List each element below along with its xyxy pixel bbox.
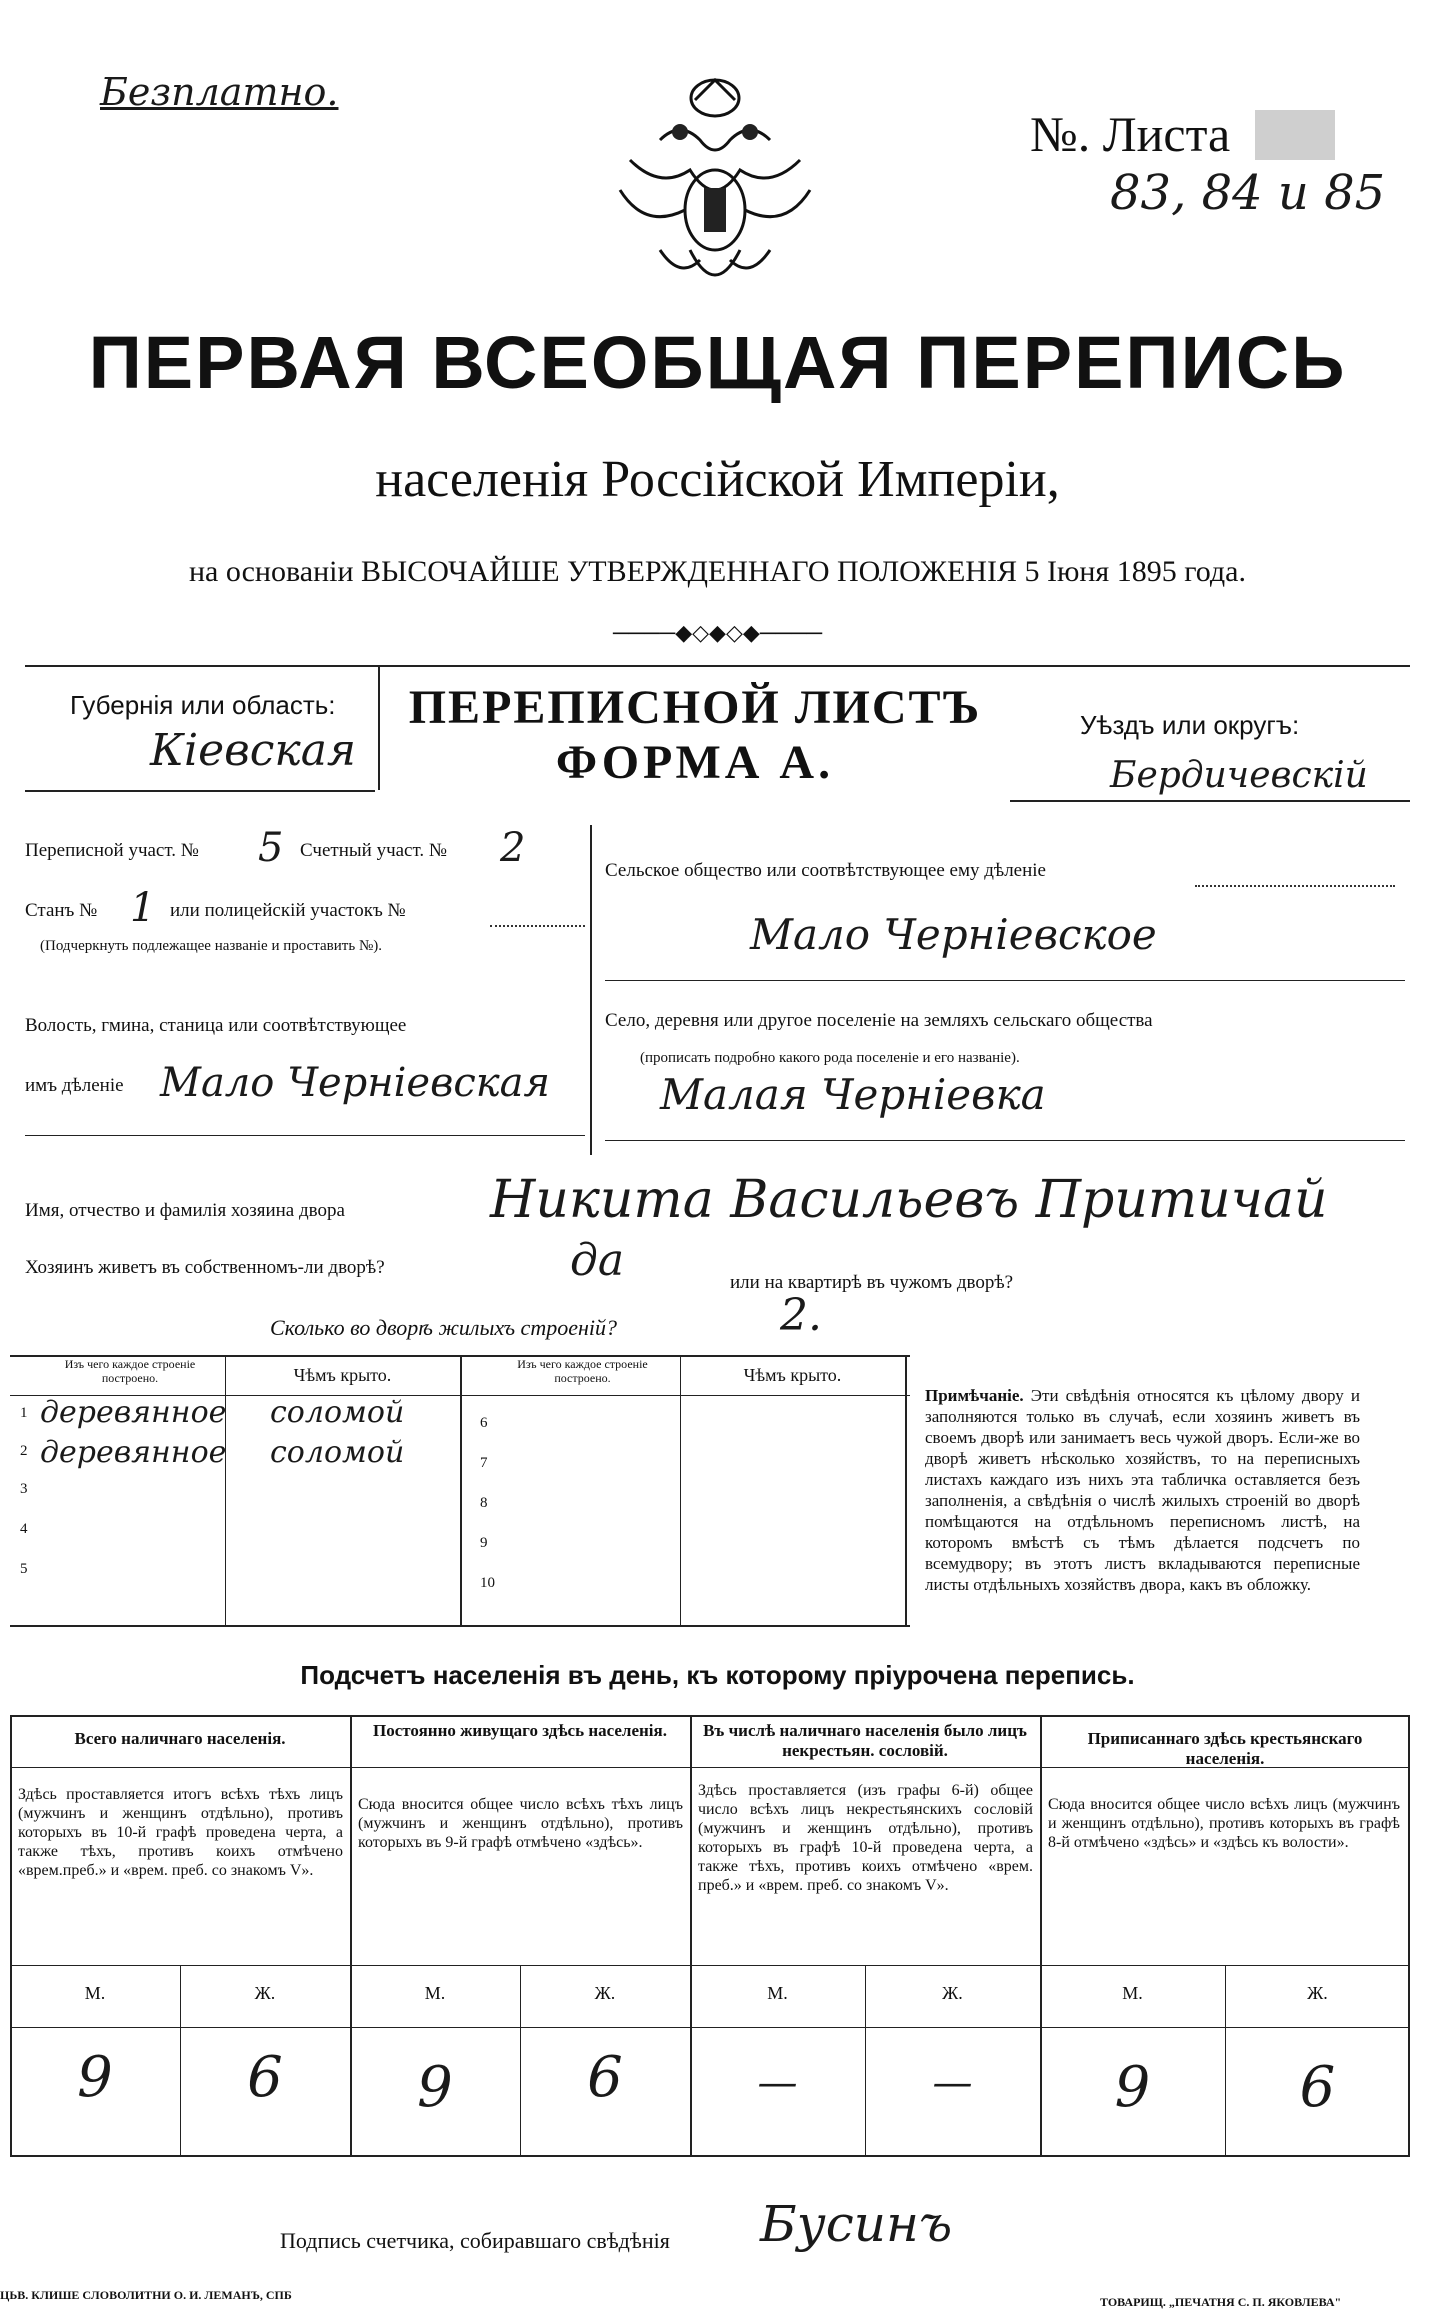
volost-value: Мало Черніевская — [160, 1060, 550, 1106]
roof-header-left: Чѣмъ крыто. — [293, 1365, 392, 1385]
double-headed-eagle-emblem — [600, 70, 830, 310]
province-label: Губернія или область: — [70, 690, 336, 720]
volost-label-line2: имъ дѣленіе — [25, 1075, 124, 1096]
free-label: Безплатно. — [100, 70, 339, 114]
count-col-text: Здѣсь проставляется итогъ всѣхъ тѣхъ лицъ (мужчинъ и женщинъ отдѣльно), противъ которыхъ въ 10-й графѣ проведена черта, а также тѣхъ, противъ коихъ отмѣчено «врем.преб.» и «врем. преб. со знакомъ V». — [18, 1786, 343, 1879]
material-header-right: Изъ чего каждое строеніе построено. — [517, 1357, 648, 1385]
row-num: 1 — [20, 1405, 28, 1421]
count-section-value: 2 — [500, 825, 526, 871]
form-name: ФОРМА А. — [555, 736, 835, 789]
row-num: 5 — [20, 1561, 28, 1577]
count-male-value: — — [757, 2060, 798, 2106]
note-title: Примѣчаніе. — [925, 1386, 1024, 1405]
count-title: Подсчетъ населенія въ день, къ которому пріурочена перепись. — [300, 1660, 1135, 1690]
buildings-count-label: Сколько во дворѣ жилыхъ строеній? — [270, 1315, 617, 1340]
count-table — [10, 1715, 1415, 2160]
roof-header-right: Чѣмъ крыто. — [743, 1365, 842, 1385]
count-male-value: 9 — [77, 2045, 113, 2110]
village-hint: (прописать подробно какого рода поселеніе и его названіе). — [640, 1050, 1020, 1066]
census-section-label: Переписной участ. № — [25, 840, 199, 861]
female-header: Ж. — [254, 1983, 276, 2003]
count-col-head: Приписаннаго здѣсь крестьянскаго населенія. — [1087, 1729, 1363, 1768]
row-roof: соломой — [270, 1395, 405, 1430]
buildings-count-value: 2. — [780, 1290, 822, 1341]
sheet-number-label: №. Листа — [1030, 106, 1231, 162]
row-material: деревянное — [40, 1435, 227, 1470]
count-col-text: Здѣсь проставляется (изъ графы 6-й) общее число всѣхъ лицъ некрестьянскихъ сословій (мужчинъ и женщинъ отдѣльно), противъ которыхъ въ графѣ 10-й проведена черта, а также тѣхъ, противъ коихъ отмѣчено «врем. преб.» и «врем. преб. со знакомъ V». — [698, 1782, 1033, 1894]
sheet-number-value: 83, 84 и 85 — [1110, 165, 1386, 221]
district-label: Уѣздъ или округъ: — [1080, 710, 1300, 740]
male-header: М. — [84, 1983, 106, 2003]
count-col-text: Сюда вносится общее число всѣхъ тѣхъ лицъ (мужчинъ и женщинъ отдѣльно), противъ которыхъ въ 9-й графѣ отмѣчено «здѣсь». — [358, 1796, 683, 1851]
rented-label: или на квартирѣ въ чужомъ дворѣ? — [730, 1272, 1014, 1293]
signature-label: Подпись счетчика, собиравшаго свѣдѣнія — [280, 2228, 670, 2253]
row-num: 6 — [480, 1415, 488, 1431]
row-num: 8 — [480, 1495, 488, 1511]
count-col-text: Сюда вносится общее число всѣхъ лицъ (мужчинъ и женщинъ отдѣльно), противъ которыхъ въ графѣ 8-й отмѣчено «здѣсь» и «здѣсь къ волости». — [1048, 1796, 1400, 1851]
female-header: Ж. — [594, 1983, 616, 2003]
female-header: Ж. — [942, 1983, 963, 2003]
police-section-label: или полицейскій участокъ № — [170, 900, 406, 921]
sheet-number-redaction — [1255, 110, 1335, 160]
own-yard-label: Хозяинъ живетъ въ собственномъ-ли дворѣ? — [25, 1257, 385, 1278]
note-block — [925, 1385, 1360, 1595]
material-header-left: Изъ чего каждое строеніе построено. — [64, 1357, 196, 1385]
row-material: деревянное — [40, 1395, 227, 1430]
row-num: 2 — [20, 1443, 28, 1459]
society-value: Мало Черніевское — [750, 910, 1157, 959]
count-col-head: Постоянно живущаго здѣсь населенія. — [373, 1721, 667, 1740]
volost-label-line1: Волость, гмина, станица или соотвѣтствующее — [25, 1015, 407, 1036]
count-male-value: 9 — [417, 2055, 453, 2120]
owner-name-label: Имя, отчество и фамилія хозяина двора — [25, 1200, 345, 1221]
row-roof: соломой — [270, 1435, 405, 1470]
owner-name-value: Никита Васильевъ Притичай — [490, 1170, 1328, 1230]
male-header: М. — [424, 1983, 446, 2003]
page-title: ПЕРВАЯ ВСЕОБЩАЯ ПЕРЕПИСЬ — [88, 321, 1347, 404]
village-label: Село, деревня или другое поселеніе на земляхъ сельскаго общества — [605, 1010, 1153, 1031]
row-num: 3 — [20, 1481, 28, 1497]
count-female-value: — — [932, 2060, 973, 2106]
basis-line: на основаніи ВЫСОЧАЙШЕ УТВЕРЖДЕННАГО ПОЛОЖЕНІЯ 5 Іюня 1895 года. — [189, 555, 1246, 588]
district-value: Бердичевскій — [1110, 755, 1368, 796]
row-num: 4 — [20, 1521, 28, 1537]
left-imprint: ЦЬВ. КЛИШЕ СЛОВОЛИТНИ О. И. ЛЕМАНЪ, СПБ — [0, 2288, 292, 2302]
underline-hint: (Подчеркнуть подлежащее названіе и проставить №). — [40, 938, 382, 954]
count-female-value: 6 — [247, 2045, 283, 2110]
count-section-label: Счетный участ. № — [300, 840, 447, 861]
row-num: 7 — [480, 1455, 488, 1471]
row-num: 9 — [480, 1535, 488, 1551]
row-num: 10 — [480, 1575, 495, 1591]
female-header: Ж. — [1307, 1983, 1328, 2003]
count-male-value: 9 — [1114, 2055, 1151, 2120]
male-header: М. — [767, 1983, 788, 2003]
province-value: Кіевская — [150, 725, 357, 776]
ornament-divider: ────◆◇◆◇◆──── — [612, 620, 823, 645]
note-text: Эти свѣдѣнія относятся къ цѣлому двору и заполняются только въ случаѣ, если хозяинъ живетъ въ своемъ дворѣ или занимаетъ весь чужой дворъ. Если-же во дворѣ живетъ нѣсколько хозяйствъ, то на переписныхъ листахъ каждаго изъ нихъ эта табличка оставляется безъ заполненія, а свѣдѣнія о числѣ жилыхъ строеній во дворѣ помѣщаются на отдѣльномъ переписномъ листѣ, на которомъ вмѣстѣ съ тѣмъ дѣлается подсчетъ по всемудвору; въ этотъ листъ вкладываются переписные листы отдѣльныхъ хозяйствъ двора, какъ въ обложку. — [925, 1386, 1360, 1594]
signature-value: Бусинъ — [760, 2195, 953, 2253]
male-header: М. — [1122, 1983, 1143, 2003]
count-female-value: 6 — [587, 2045, 623, 2110]
form-title: ПЕРЕПИСНОЙ ЛИСТЪ — [408, 681, 982, 734]
stan-label: Станъ № — [25, 900, 98, 921]
count-col-head: Въ числѣ наличнаго населенія было лицъ некрестьян. сословій. — [703, 1721, 1027, 1760]
village-value: Малая Черніевка — [660, 1070, 1046, 1119]
count-female-value: 6 — [1299, 2055, 1336, 2120]
own-yard-value: да — [570, 1235, 625, 1286]
right-imprint: ТОВАРИЩ. „ПЕЧАТНЯ С. П. ЯКОВЛЕВА" — [1100, 2295, 1342, 2309]
page-subtitle: населенія Россійской Имперіи, — [375, 451, 1060, 508]
count-col-head: Всего наличнаго населенія. — [74, 1729, 286, 1748]
census-section-value: 5 — [258, 825, 284, 871]
society-label: Сельское общество или соотвѣтствующее ему дѣленіе — [605, 860, 1046, 881]
stan-value: 1 — [130, 885, 156, 931]
